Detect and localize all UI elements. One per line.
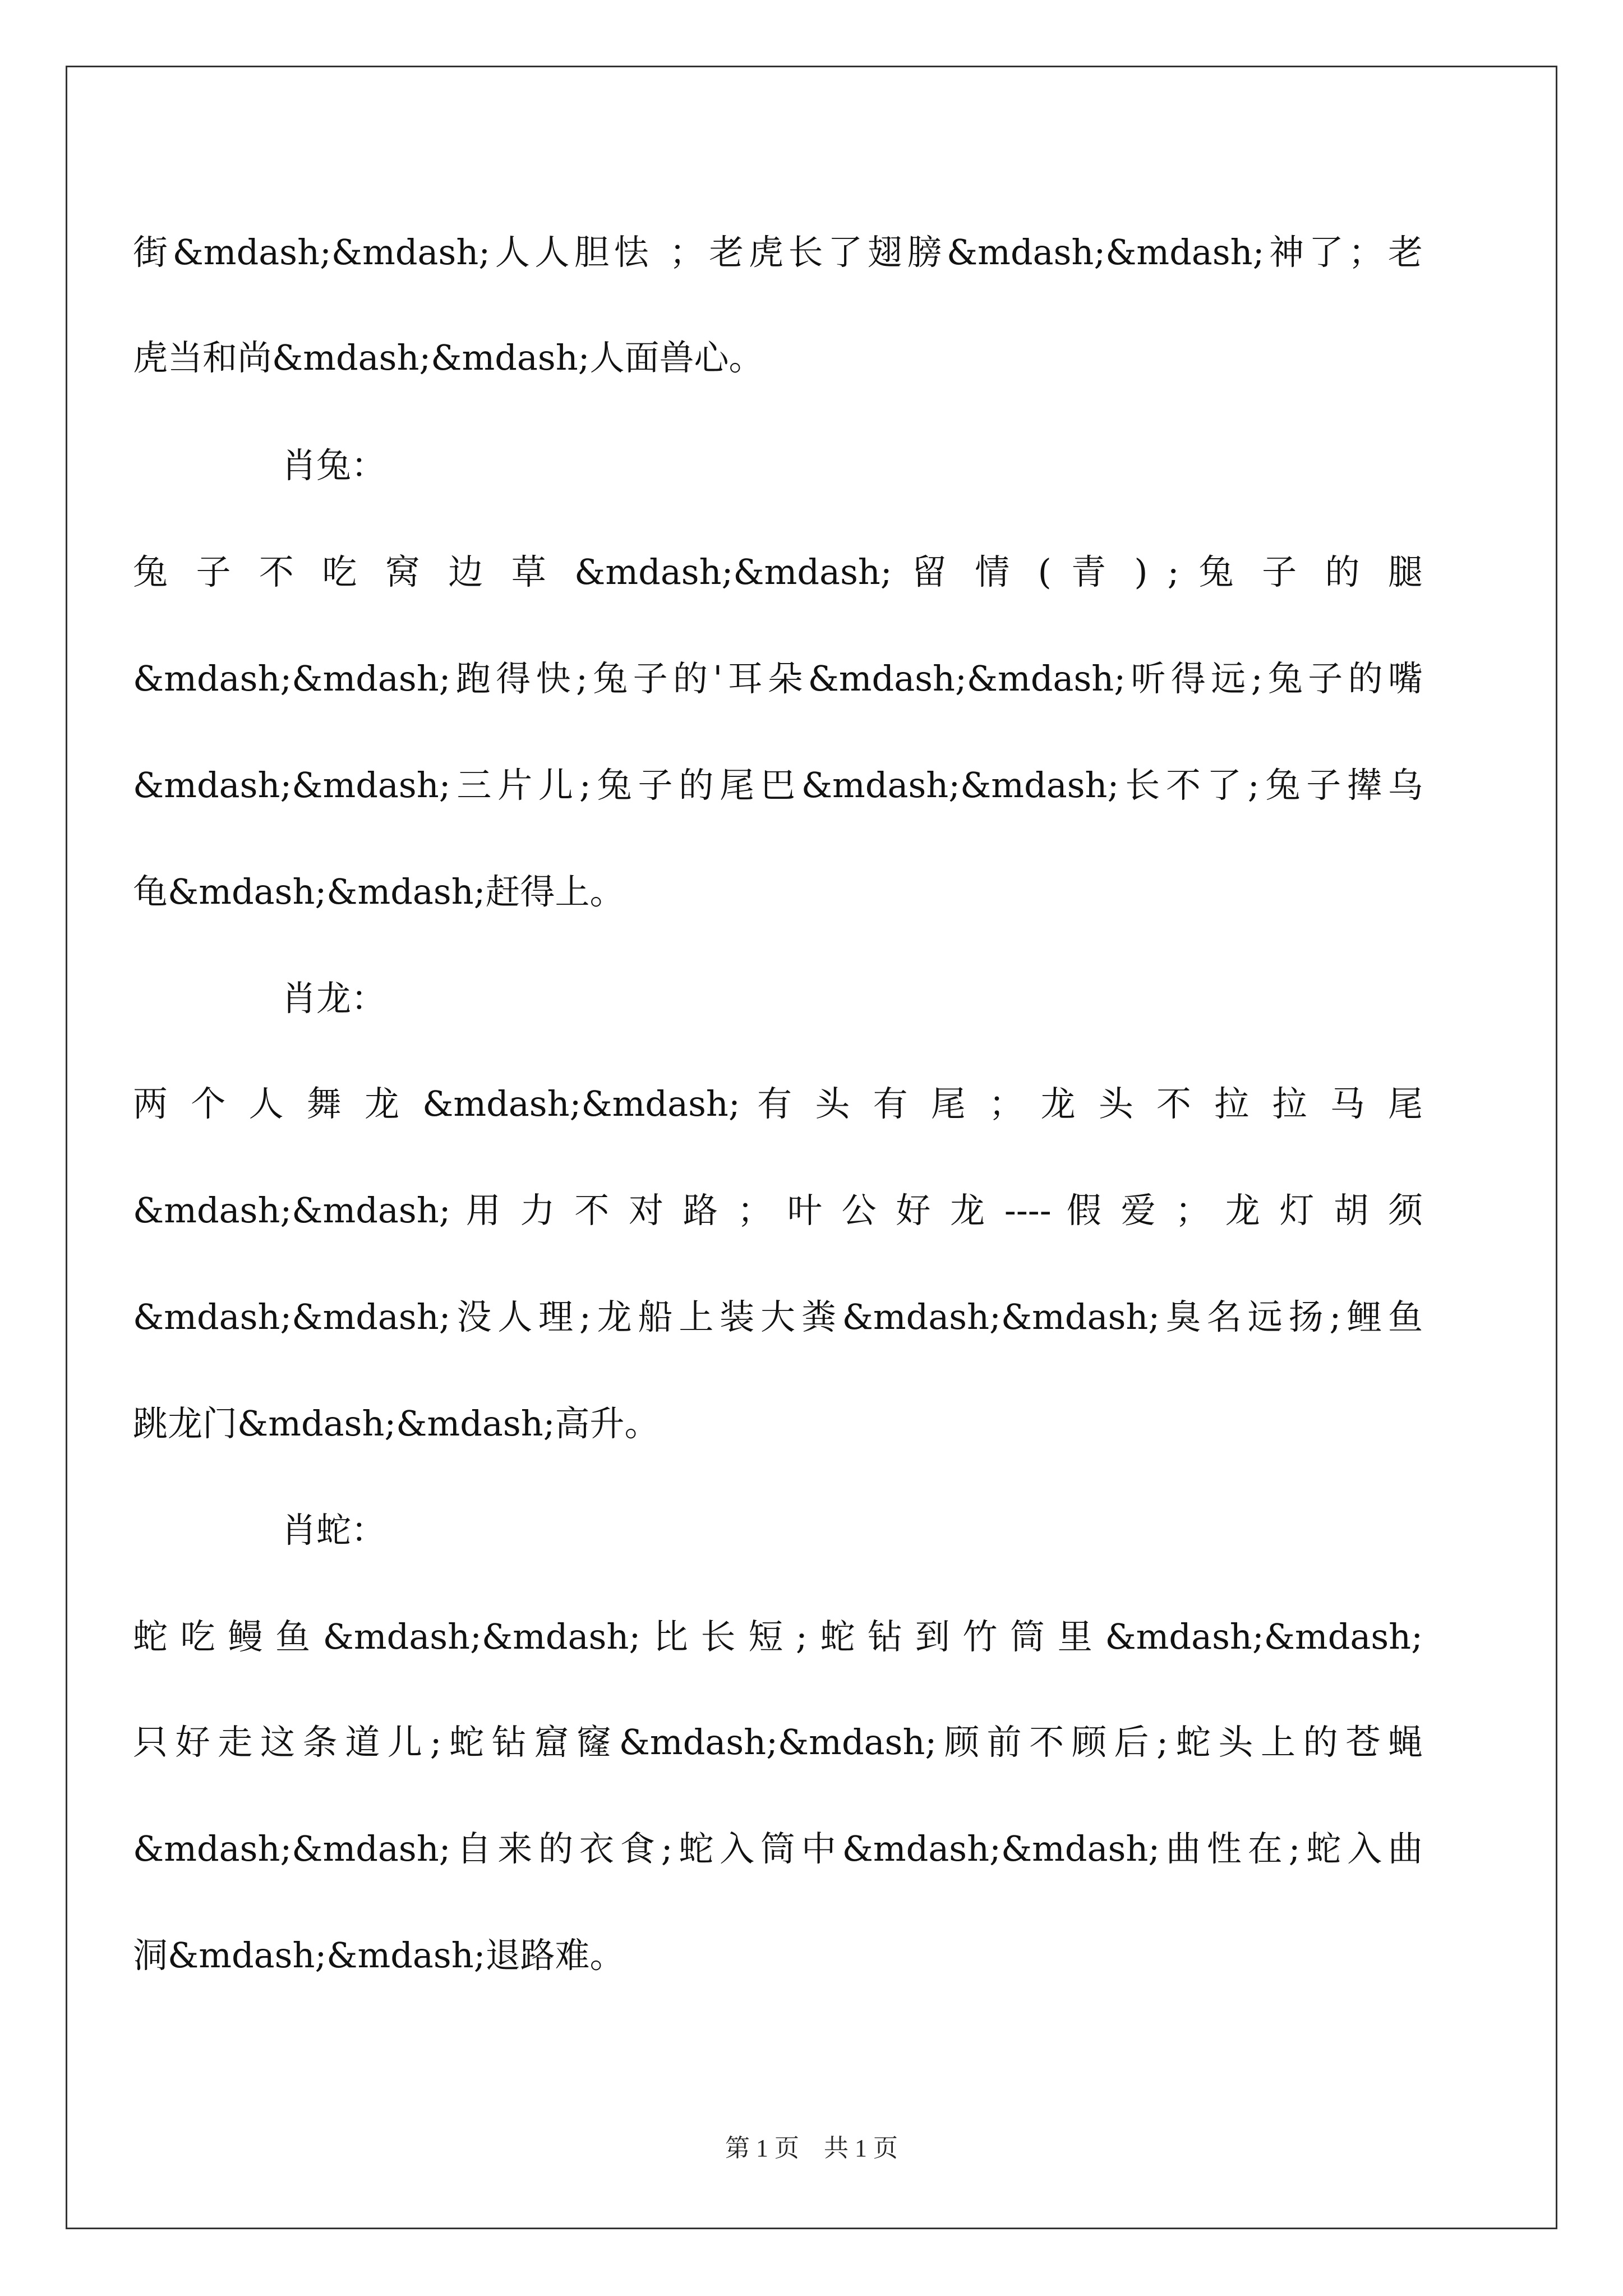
paragraph-line: 龟&mdash;&mdash;赶得上。 [133, 871, 625, 912]
paragraph-line: &mdash;&mdash; 用 力 不 对 路 ； 叶 公 好 龙 ---- 假 爱 ； 龙 灯 胡 须 [133, 1190, 1423, 1231]
paragraph-line: 兔 子 不 吃 窝 边 草 &mdash;&mdash; 留 情 ( 青 ) ; 兔 子 的 腿 [133, 551, 1423, 592]
section-heading-rabbit: 肖兔： [282, 445, 386, 486]
paragraph-line: &mdash;&mdash;三片儿;兔子的尾巴&mdash;&mdash;长不了;兔子撵乌 [133, 765, 1423, 806]
section-heading-dragon: 肖龙： [282, 978, 386, 1019]
paragraph-line: 虎当和尚&mdash;&mdash;人面兽心。 [133, 337, 764, 378]
paragraph-line: 两 个 人 舞 龙 &mdash;&mdash; 有 头 有 尾 ； 龙 头 不 拉 拉 马 尾 [133, 1083, 1423, 1124]
paragraph-line: 街&mdash;&mdash;人人胆怯 ；老虎长了翅膀&mdash;&mdash;神了；老 [133, 232, 1423, 273]
page-border [66, 66, 1557, 2229]
page-number-footer: 第 1 页 共 1 页 [725, 2134, 898, 2162]
paragraph-line: 蛇吃鳗鱼&mdash;&mdash;比长短;蛇钻到竹筒里&mdash;&mdash; [133, 1616, 1423, 1657]
paragraph-line: 只好走这条道儿;蛇钻窟窿&mdash;&mdash;顾前不顾后;蛇头上的苍蝇 [133, 1722, 1423, 1763]
paragraph-line: &mdash;&mdash;自来的衣食;蛇入筒中&mdash;&mdash;曲性在;蛇入曲 [133, 1828, 1423, 1869]
paragraph-line: 跳龙门&mdash;&mdash;高升。 [133, 1403, 660, 1444]
paragraph-line: 洞&mdash;&mdash;退路难。 [133, 1935, 625, 1976]
paragraph-line: &mdash;&mdash;跑得快;兔子的'耳朵&mdash;&mdash;听得远;兔子的嘴 [133, 658, 1423, 699]
paragraph-line: &mdash;&mdash;没人理;龙船上装大粪&mdash;&mdash;臭名远扬;鲤鱼 [133, 1296, 1423, 1337]
section-heading-snake: 肖蛇： [282, 1510, 386, 1550]
